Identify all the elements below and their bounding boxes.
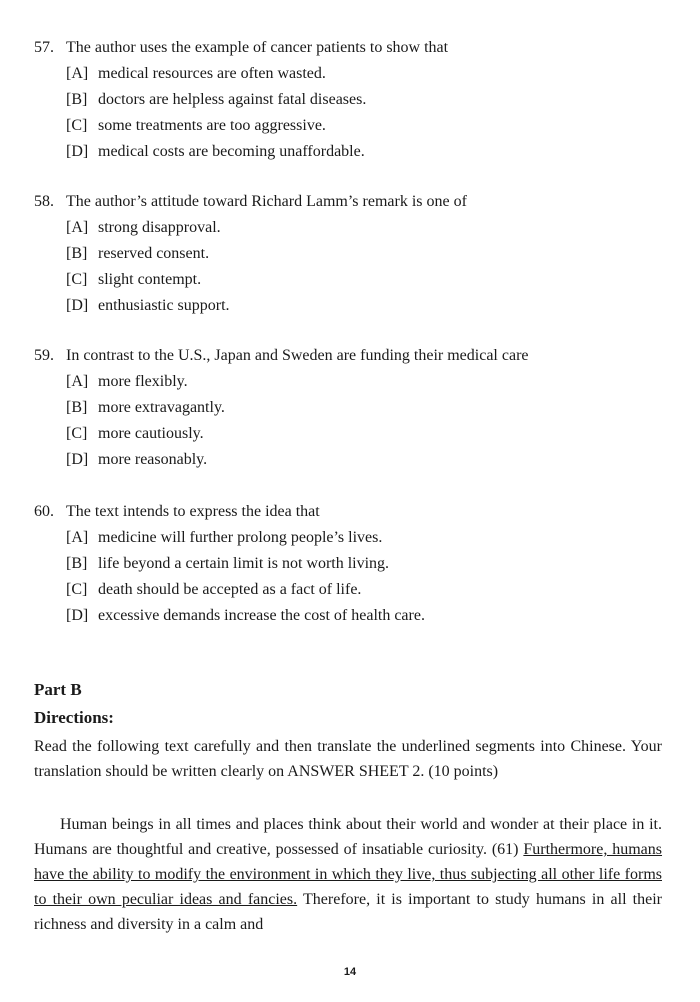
directions-label: Directions:: [34, 708, 114, 727]
option-letter: [B]: [66, 555, 88, 572]
option-text: more cautiously.: [98, 425, 204, 442]
question-58: [34, 192, 674, 322]
option-text: more flexibly.: [98, 373, 188, 390]
option-b: [34, 90, 674, 116]
part-b-title: Part B: [34, 680, 82, 699]
question-57: [34, 38, 674, 168]
option-b: [34, 244, 674, 270]
option-letter: [B]: [66, 91, 88, 108]
option-d: [34, 142, 674, 168]
question-stem: [34, 346, 674, 366]
question-stem: [34, 502, 674, 522]
option-c: [34, 424, 674, 450]
option-text: more reasonably.: [98, 451, 208, 468]
question-number: 59.: [34, 347, 54, 364]
option-text: enthusiastic support.: [98, 297, 230, 314]
option-text: slight contempt.: [98, 271, 202, 288]
option-c: [34, 116, 674, 142]
question-number: 58.: [34, 193, 54, 210]
option-letter: [C]: [66, 425, 88, 442]
question-59: [34, 346, 674, 476]
option-c: [34, 270, 674, 296]
passage-intro: Human beings in all times and places think about their world and wonder at their place in it. Humans are thoughtful and creative, possessed of insatiable curiosity. (61): [34, 816, 662, 858]
option-letter: [D]: [66, 143, 89, 160]
question-text: The author’s attitude toward Richard Lamm’s remark is one of: [66, 193, 467, 210]
underlined-segment-61: Furthermore, humans have the ability to modify the environment in which they live, thus subjecting all other life forms to their own peculiar ideas and fancies.: [34, 841, 663, 908]
option-d: [34, 296, 674, 322]
option-letter: [B]: [66, 245, 88, 262]
option-list: [34, 218, 674, 322]
option-a: [34, 64, 674, 90]
option-d: [34, 450, 674, 476]
option-list: [34, 528, 674, 632]
option-text: medical resources are often wasted.: [98, 65, 326, 82]
question-stem: [34, 192, 674, 212]
option-text: doctors are helpless against fatal diseases.: [98, 91, 367, 108]
question-60: [34, 502, 674, 632]
option-letter: [C]: [66, 271, 88, 288]
option-b: [34, 554, 674, 580]
option-letter: [C]: [66, 581, 88, 598]
option-text: life beyond a certain limit is not worth living.: [98, 555, 390, 572]
question-number: 60.: [34, 503, 54, 520]
passage-continued: Therefore, it is important to study humans in all their richness and diversity in a calm and: [34, 891, 663, 933]
option-letter: [B]: [66, 399, 88, 416]
option-list: [34, 372, 674, 476]
option-text: medical costs are becoming unaffordable.: [98, 143, 365, 160]
option-a: [34, 528, 674, 554]
option-a: [34, 372, 674, 398]
option-text: strong disapproval.: [98, 219, 221, 236]
option-letter: [A]: [66, 219, 89, 236]
question-stem: [34, 38, 674, 58]
option-text: reserved consent.: [98, 245, 210, 262]
option-text: excessive demands increase the cost of health care.: [98, 607, 425, 624]
option-d: [34, 606, 674, 632]
option-letter: [A]: [66, 529, 89, 546]
option-list: [34, 64, 674, 168]
option-letter: [D]: [66, 451, 89, 468]
translation-passage: [34, 812, 662, 937]
option-a: [34, 218, 674, 244]
question-text: The text intends to express the idea that: [66, 503, 320, 520]
question-text: In contrast to the U.S., Japan and Sweden are funding their medical care: [66, 347, 529, 364]
option-letter: [C]: [66, 117, 88, 134]
option-letter: [D]: [66, 297, 89, 314]
option-letter: [D]: [66, 607, 89, 624]
option-text: some treatments are too aggressive.: [98, 117, 326, 134]
option-text: more extravagantly.: [98, 399, 225, 416]
option-letter: [A]: [66, 65, 89, 82]
option-text: medicine will further prolong people’s lives.: [98, 529, 383, 546]
option-letter: [A]: [66, 373, 89, 390]
question-number: 57.: [34, 39, 54, 56]
option-b: [34, 398, 674, 424]
page-number: 14: [343, 966, 357, 978]
directions-text: Read the following text carefully and then translate the underlined segments into Chinese. Your translation should be written clearly on ANSWER SHEET 2. (10 points): [34, 738, 662, 780]
option-c: [34, 580, 674, 606]
option-text: death should be accepted as a fact of life.: [98, 581, 362, 598]
question-text: The author uses the example of cancer patients to show that: [66, 39, 449, 56]
